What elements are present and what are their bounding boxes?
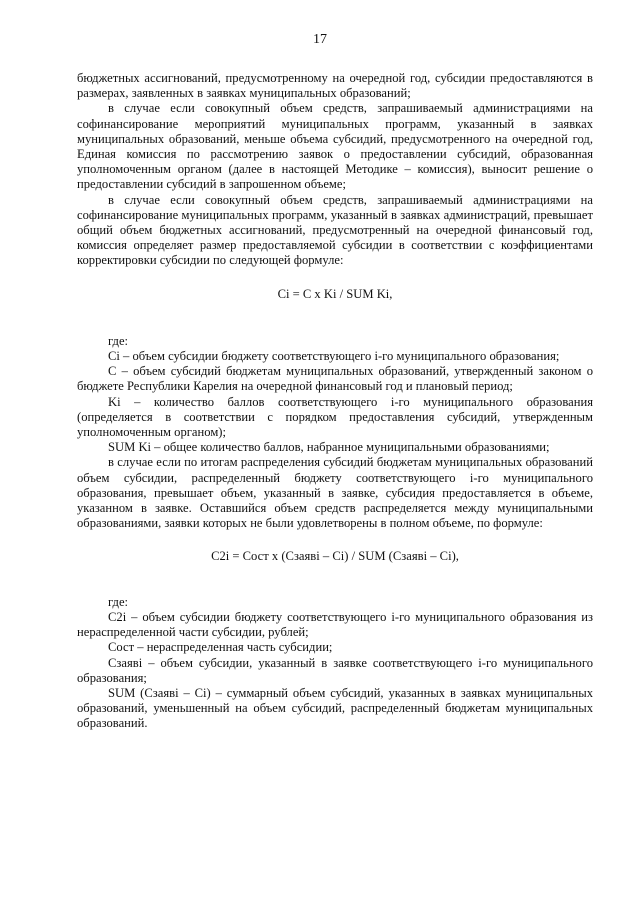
paragraph-continuation: бюджетных ассигнований, предусмотренному на очередной год, субсидии предоставляются в размерах, заявленных в заявках муниципальных образований;: [77, 71, 593, 101]
paragraph-case-exceeds: в случае если совокупный объем средств, запрашиваемый администрациями на софинансирование муниципальных программ, указанный в заявках администраций, превышает общий объем бюджетных ассигнований, предусмотренный на очередной финансовый год, комиссия определяет размер предоставляемой субсидии в соответствии с коэффициентами корректировки субсидии по следующей формуле:: [77, 192, 593, 268]
where-label-2: где:: [108, 594, 129, 609]
paragraph-case-less: в случае если совокупный объем средств, запрашиваемый администрациями на софинансирование мероприятий муниципальных программ, указанный в заявках муниципальных образований, меньше объема субсидий, предусмотренного на очередной год, Единая комиссия по рассмотрению заявок о предоставлении субсидий, образованная уполномоченным органом (далее в настоящей Методике – комиссия), выносит решение о предоставлении субсидий в запрошенном объеме;: [77, 101, 593, 192]
definition-sum-ki: SUM Ki – общее количество баллов, набранное муниципальными образованиями;: [108, 440, 550, 455]
definition-szayav: Сзаявi – объем субсидии, указанный в заявке соответствующего i-го муниципального образования;: [77, 655, 593, 685]
definition-c2i: C2i – объем субсидии бюджету соответствующего i-го муниципального образования из нераспределенной части субсидии, рублей;: [77, 609, 593, 640]
page-number: 17: [313, 32, 327, 47]
formula-ci: Ci = C x Ki / SUM Ki,: [277, 286, 393, 301]
definition-c: C – объем субсидий бюджетам муниципальных образований, утвержденный законом о бюджете Республики Карелия на очередной финансовый год и плановый период;: [77, 364, 593, 394]
formula-c2i: C2i = Сост x (Сзаявi – Ci) / SUM (Сзаявi – Ci),: [211, 549, 459, 564]
paragraph-redistribution: в случае если по итогам распределения субсидий бюджетам муниципальных образований объем субсидии, распределенный бюджету соответствующего i-го муниципального образования, превышает объем, указанный в заявке, субсидия предоставляется в объеме, указанном в заявке. Оставшийся объем средств распределяется между муниципальными образованиями, заявки которых не были удовлетворены в полном объеме, по формуле:: [77, 455, 593, 531]
document-body: [77, 71, 593, 732]
definition-ci: Ci – объем субсидии бюджету соответствующего i-го муниципального образования;: [108, 349, 560, 364]
definition-ki: Ki – количество баллов соответствующего i-го муниципального образования (определяется в соответствии с порядком предоставления субсидий, утвержденным уполномоченным органом);: [77, 394, 593, 440]
definition-sost: Сост – нераспределенная часть субсидии;: [108, 640, 333, 655]
definition-sum-szayav: SUM (Сзаявi – Ci) – суммарный объем субсидий, указанных в заявках муниципальных образований, уменьшенный на объем субсидий, распределенный бюджетам муниципальных образований.: [77, 685, 593, 731]
where-label: где:: [108, 333, 129, 348]
